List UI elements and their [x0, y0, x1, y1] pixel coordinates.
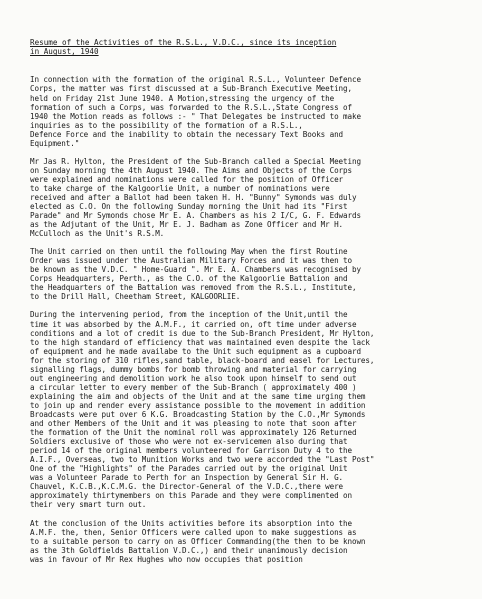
paragraph-formation: In connection with the formation of the original R.S.L., Volunteer Defence Corps, the matter was first discussed at a Sub-Branch Executive Meeting, held on Friday 21st June 1940. A Motion,stressing the urgency of the formation of such a Corps, was forwarded to the R.S.L.,State Congress of 1940 the Motion reads as follows :- " That Delegates be instructed to make inquiries as to the possibility of the formation of a R.S.L., Defence Force and the inability to obtain the necessary Text Books and Equipment." — [30, 75, 361, 148]
paragraph-conclusion: At the conclusion of the Units activities before its absorption into the A.M.F. the, then, Senior Officers were called upon to make suggestions as to a suitable person to carry on as Officer Commanding(the then to be known as the 3th Goldfields Battalion V.D.C.,) and their unanimously decision was in favour of Mr Rex Hughes who now occupies that position — [30, 518, 366, 564]
paragraph-intervening-period: During the intervening period, from the inception of the Unit,until the time it was absorbed by the A.M.F., it carried on, oft time under adverse conditions and a lot of credit is due to the Sub-Branch President, Mr Hylton, to the high standard of efficiency that was maintained even despite the lack of equipment and he made availabe to the Unit such equipment as a cupboard for the storing of 310 rifles,sand table, black-board and easel for Lectures, signalling flags, dummy bombs for bomb throwing and material for carrying out engineering and demolition work he also took upon himself to send out a circular letter to every member of the Sub-Branch ( approximately 400 ) explaining the aim and objects of the Unit and at the same time urging them to join up and render every assistance possible to the movement in addition Broadcasts were put over 6 K.G. Broadcasting Station by the C.O.,Mr Symonds and other Members of the Unit and it was pleasing to note that soon after the formation of the Unit the nominal roll was approximately 126 Returned Soldiers exclusive of those who were not ex-servicemen also during that period 14 of the original members volunteered for Garrison Duty 4 to the A.I.F., Overseas, two to Munition Works and two were accorded the "Last Post" One of the "Highlights" of the Parades carried out by the original Unit was a Volunteer Parade to Perth for an Inspection by General Sir H. G. Chauvel, K.C.B.,K.C.M.G. the Director-General of the V.D.C.,there were approximately thirtymembers on this Parade and they were complimented on their very smart turn out. — [30, 310, 375, 510]
paragraph-home-guard: The Unit carried on then until the following May when the first Routine Order was issued under the Australian Military Forces and it was then to be known as the V.D.C. " Home-Guard ". Mr E. A. Chambers was recognised by Corps Headquarters, Perth., as the C.O. of the Kalgoorlie Battalion and the Headquarters of the Battalion was removed from the R.S.L., Institute, to the Drill Hall, Cheetham Street, KALGOORLIE. — [30, 247, 361, 302]
document-title: Resume of the Activities of the R.S.L., V.D.C., since its inception in August, 1940 — [30, 38, 337, 57]
document-body — [30, 38, 470, 573]
paragraph-special-meeting: Mr Jas R. Hylton, the President of the Sub-Branch called a Special Meeting on Sunday morning the 4th August 1940. The Aims and Objects of the Corps were explained and nominations were called for the position of Officer to take charge of the Kalgoorlie Unit, a number of nominations were received and after a Ballot had been taken H. H. "Bunny" Symonds was duly elected as C.O. On the following Sunday morning the Unit had its "First Parade" and Mr Symonds chose Mr E. A. Chambers as his 2 I/C, G. F. Edwards as the Adjutant of the Unit, Mr E. J. Badham as Zone Officer and Mr H. McCulloch as the Unit's R.S.M. — [30, 156, 361, 239]
